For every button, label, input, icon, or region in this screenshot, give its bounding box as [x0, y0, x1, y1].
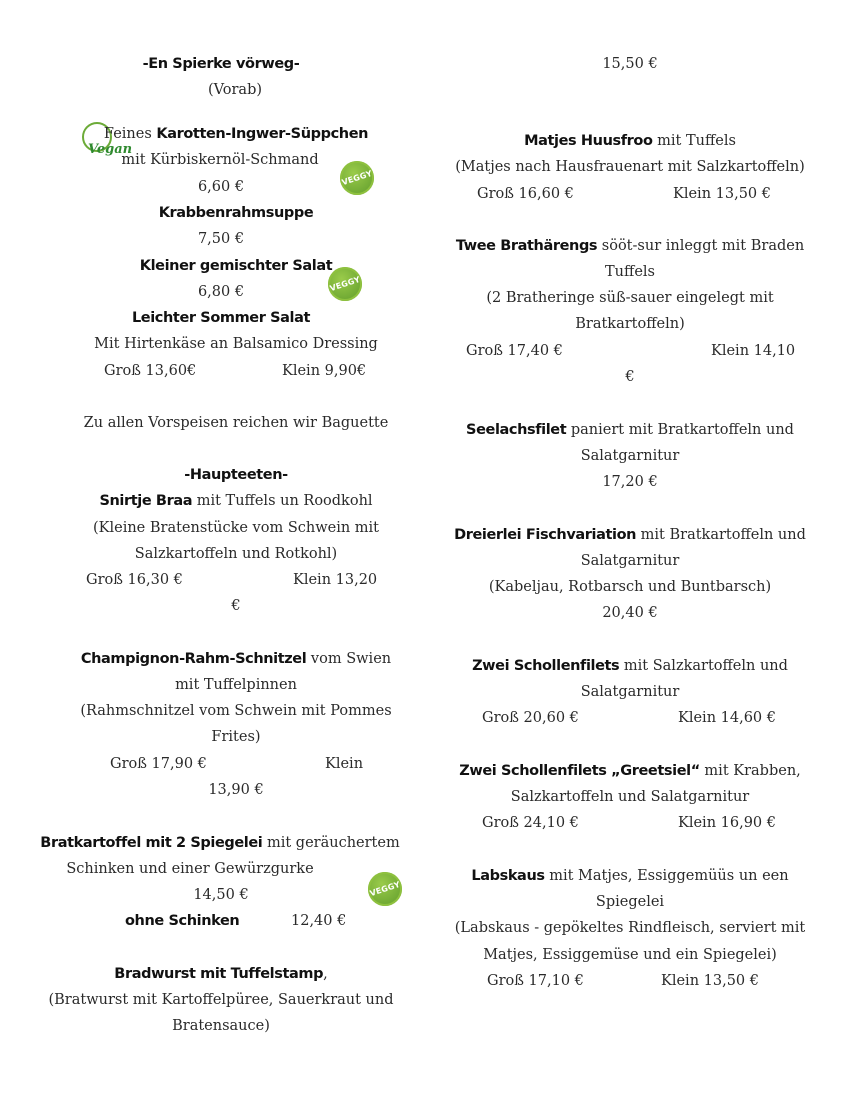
menu-item-desc: Salzkartoffeln und Salatgarnitur	[510, 789, 750, 805]
veggy-badge-label: VEGGY	[340, 168, 374, 188]
menu-item-variant-price: 12,40 €	[291, 913, 347, 929]
menu-item-desc: mit Tuffelpinnen	[175, 677, 297, 693]
price-large: Groß 13,60€	[104, 363, 197, 379]
menu-item-price: 14,50 €	[193, 887, 249, 903]
baguette-note: Zu allen Vorspeisen reichen wir Baguette	[83, 415, 389, 431]
price-small: Klein 13,50 €	[673, 186, 771, 202]
menu-item-desc: Matjes, Essiggemüse und ein Spiegelei)	[483, 947, 777, 963]
starters-heading: -En Spierke vörweg-	[142, 56, 300, 72]
menu-item-price: 15,50 €	[602, 56, 658, 72]
price-currency: €	[231, 598, 241, 614]
price-large: Groß 16,60 €	[477, 186, 574, 202]
menu-item-seelachs: Seelachsfilet paniert mit Bratkartoffeln und	[466, 422, 794, 438]
mains-heading: -Haupteeten-	[184, 467, 288, 483]
price-large: Groß 17,10 €	[487, 973, 584, 989]
price-small: Klein 16,90 €	[678, 815, 776, 831]
menu-item-desc: (Labskaus - gepökeltes Rindfleisch, serviert mit	[454, 920, 806, 936]
price-small: Klein 13,50 €	[661, 973, 759, 989]
menu-item-bratwurst: Bradwurst mit Tuffelstamp,	[114, 966, 328, 982]
menu-item-desc: (Kleine Bratenstücke vom Schwein mit	[92, 520, 380, 536]
menu-item-plaice-fillets: Zwei Schollenfilets mit Salzkartoffeln und	[472, 658, 788, 674]
price-currency: €	[625, 369, 635, 385]
menu-item-plaice-greetsiel: Zwei Schollenfilets „Greetsiel“ mit Krabben,	[459, 763, 801, 779]
menu-item-mixed-salad: Kleiner gemischter Salat	[139, 258, 333, 274]
menu-item-labskaus: Labskaus mit Matjes, Essiggemüüs un een	[471, 868, 789, 884]
menu-item-price: 6,80 €	[197, 284, 245, 300]
price-small: Klein 14,60 €	[678, 710, 776, 726]
menu-item-fish-variation: Dreierlei Fischvariation mit Bratkartoffeln und	[454, 527, 806, 543]
menu-item-desc: (2 Bratheringe süß-sauer eingelegt mit	[486, 290, 774, 306]
veggy-badge-icon	[328, 267, 362, 301]
price-large: Groß 17,90 €	[110, 756, 207, 772]
menu-item-desc: Mit Hirtenkäse an Balsamico Dressing	[94, 336, 378, 352]
price-small: Klein 13,20	[293, 572, 378, 588]
price-small-value: 13,90 €	[208, 782, 264, 798]
menu-item-desc: Bratkartoffeln)	[575, 316, 685, 332]
menu-item-desc: mit Kürbiskernöl-Schmand	[121, 152, 319, 168]
menu-item-price: 7,50 €	[197, 231, 245, 247]
price-small: Klein 14,10	[711, 343, 796, 359]
menu-item-desc: (Kabeljau, Rotbarsch und Buntbarsch)	[488, 579, 772, 595]
menu-item-matjes: Matjes Huusfroo mit Tuffels	[524, 133, 736, 149]
price-small: Klein 9,90€	[282, 363, 367, 379]
vegan-badge-label: Vegan	[88, 142, 133, 157]
price-large: Groß 17,40 €	[466, 343, 563, 359]
menu-item-price: 20,40 €	[602, 605, 658, 621]
menu-item-desc: Bratensauce)	[172, 1018, 270, 1034]
price-large: Groß 16,30 €	[86, 572, 183, 588]
menu-item-desc: (Matjes nach Hausfrauenart mit Salzkartoffeln)	[455, 159, 805, 175]
menu-item-summer-salad: Leichter Sommer Salat	[131, 310, 311, 326]
menu-item-fried-potatoes: Bratkartoffel mit 2 Spiegelei mit geräuchertem	[40, 835, 400, 851]
menu-item-carrot-ginger-soup: Feines Karotten-Ingwer-Süppchen	[103, 126, 369, 142]
menu-item-variant: ohne Schinken	[125, 913, 240, 929]
menu-item-snirtje-braa: Snirtje Braa mit Tuffels un Roodkohl	[99, 493, 373, 509]
menu-item-desc: Schinken und einer Gewürzgurke	[66, 861, 314, 877]
menu-item-desc: Spiegelei	[595, 894, 665, 910]
menu-item-desc: (Bratwurst mit Kartoffelpüree, Sauerkraut und	[48, 992, 394, 1008]
menu-item-champignon-schnitzel: Champignon-Rahm-Schnitzel vom Swien	[80, 651, 392, 667]
menu-item-desc: Salatgarnitur	[580, 553, 680, 569]
menu-item-desc: Frites)	[211, 729, 261, 745]
price-large: Groß 20,60 €	[482, 710, 579, 726]
menu-item-crab-soup: Krabbenrahmsuppe	[158, 205, 314, 221]
starters-subheading: (Vorab)	[207, 82, 263, 98]
price-small: Klein	[325, 756, 364, 772]
menu-item-price: 17,20 €	[602, 474, 658, 490]
price-large: Groß 24,10 €	[482, 815, 579, 831]
menu-item-price: 6,60 €	[197, 179, 245, 195]
menu-item-desc: Salzkartoffeln und Rotkohl)	[134, 546, 338, 562]
veggy-badge-icon	[340, 161, 374, 195]
menu-item-desc: (Rahmschnitzel vom Schwein mit Pommes	[80, 703, 392, 719]
veggy-badge-icon	[368, 872, 402, 906]
menu-item-brathering: Twee Brathärengs sööt-sur inleggt mit Braden	[455, 238, 805, 254]
veggy-badge-label: VEGGY	[328, 274, 362, 294]
menu-item-desc: Salatgarnitur	[580, 684, 680, 700]
menu-item-desc: Tuffels	[605, 264, 655, 280]
veggy-badge-label: VEGGY	[368, 879, 402, 899]
menu-item-desc: Salatgarnitur	[580, 448, 680, 464]
